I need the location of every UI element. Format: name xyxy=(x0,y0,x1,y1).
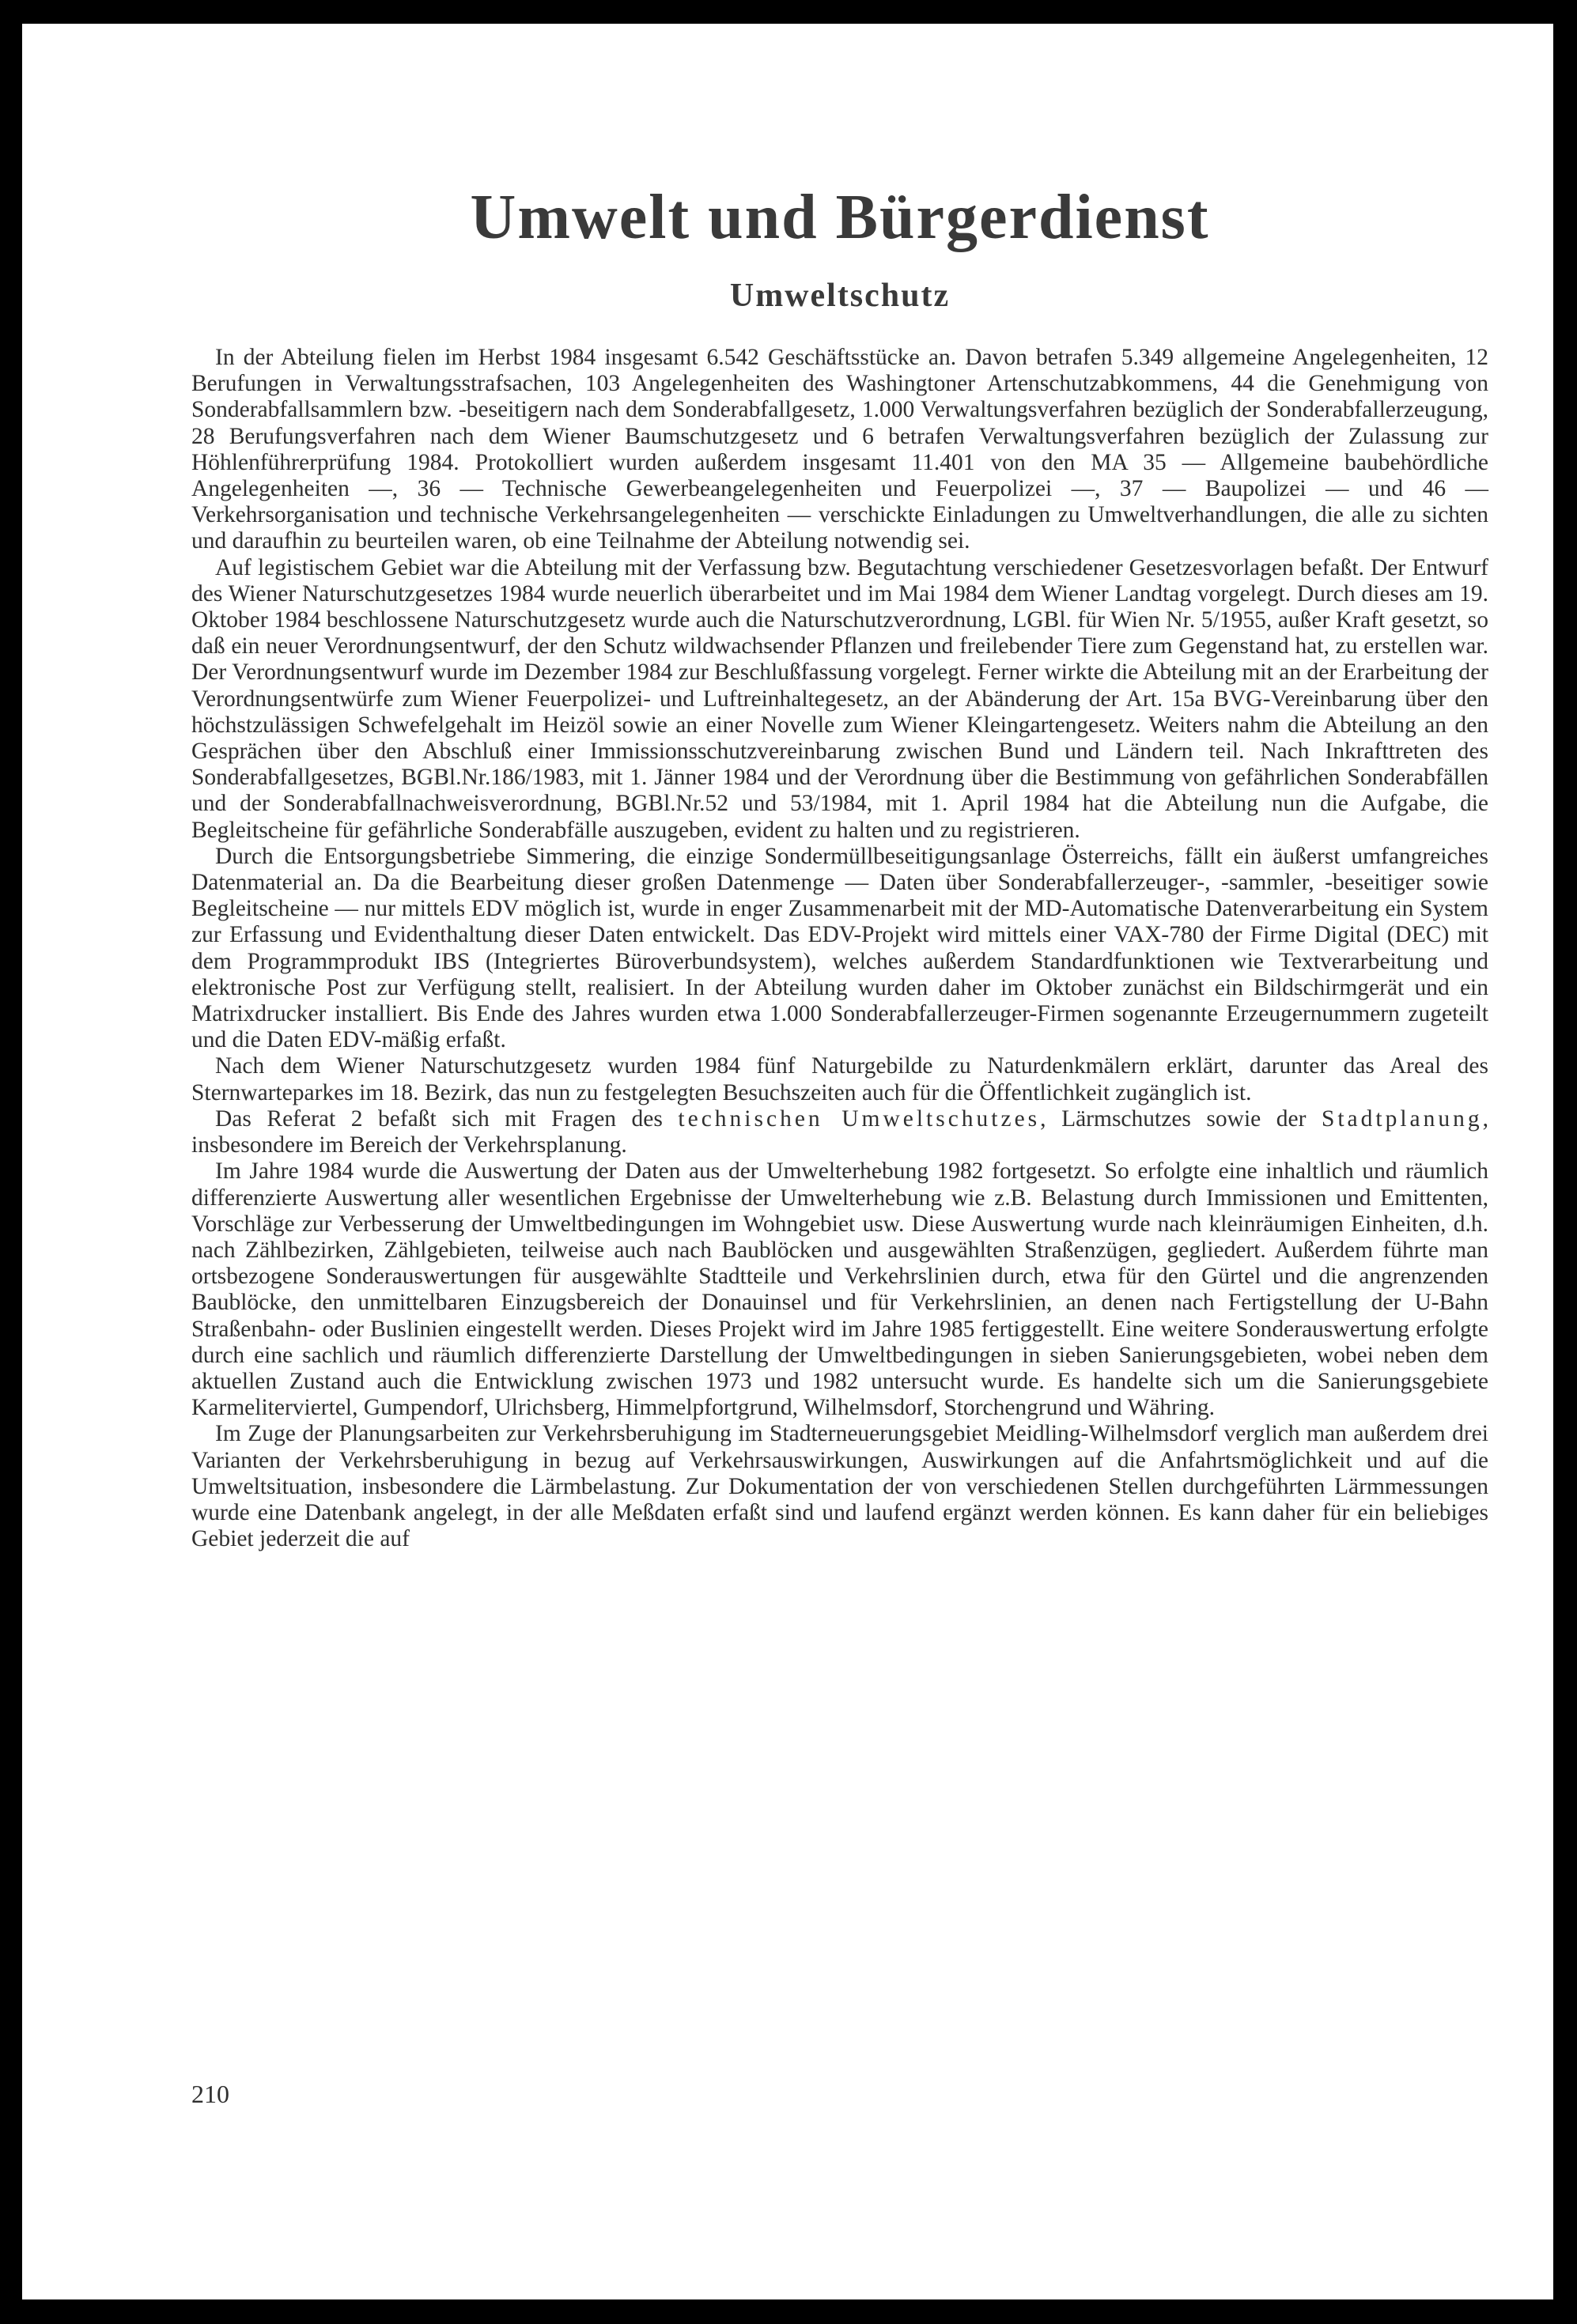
paragraph: Nach dem Wiener Naturschutzgesetz wurden 1984 fünf Naturgebilde zu Naturdenkmälern erklärt, darunter das Areal des Sternwarteparkes im 18. Bezirk, das nun zu festgelegten Besuchszeiten auch für die Öffentlichkeit zugänglich ist. xyxy=(191,1053,1488,1105)
section-heading: Umweltschutz xyxy=(729,278,951,314)
paragraph: Im Zuge der Planungsarbeiten zur Verkehrsberuhigung im Stadterneuerungsgebiet Meidling-Wilhelmsdorf verglich man außerdem drei Varianten der Verkehrsberuhigung in bezug auf Verkehrsauswirkungen, Auswirkungen auf die Anfahrtsmöglichkeit und auf die Umweltsituation, insbesondere die Lärmbelastung. Zur Dokumentation der von verschiedenen Stellen durchgeführten Lärmmessungen wurde eine Datenbank angelegt, in der alle Meßdaten erfaßt sind und laufend ergänzt werden können. Es kann daher für ein beliebiges Gebiet jederzeit die auf xyxy=(191,1421,1488,1552)
emphasized-text: Stadtplanung xyxy=(1321,1105,1483,1132)
page-number: 210 xyxy=(191,2080,229,2108)
text-span: Das Referat 2 befaßt sich mit Fragen des xyxy=(215,1105,679,1132)
page-title: Umwelt und Bürgerdienst xyxy=(470,183,1210,252)
paragraph: In der Abteilung fielen im Herbst 1984 insgesamt 6.542 Geschäftsstücke an. Davon betrafen 5.349 allgemeine Angelegenheiten, 12 Berufungen in Verwaltungsstrafsachen, 103 Angelegenheiten des Washingtoner Artenschutzabkommens, 44 die Genehmigung von Sonderabfallsammlern bzw. -beseitigern nach dem Sonderabfallgesetz, 1.000 Verwaltungsverfahren bezüglich der Sonderabfallerzeugung, 28 Berufungsverfahren nach dem Wiener Baumschutzgesetz und 6 betrafen Verwaltungsverfahren bezüglich der Zulassung zur Höhlenführerprüfung 1984. Protokolliert wurden außerdem insgesamt 11.401 von den MA 35 — Allgemeine baubehördliche Angelegenheiten —, 36 — Technische Gewerbeangelegenheiten und Feuerpolizei —, 37 — Baupolizei — und 46 — Verkehrsorganisation und technische Verkehrsangelegenheiten — verschickte Einladungen zu Umweltverhandlungen, die alle zu sichten und daraufhin zu beurteilen waren, ob eine Teilnahme der Abteilung notwendig sei. xyxy=(191,345,1488,554)
paragraph: Durch die Entsorgungsbetriebe Simmering, die einzige Sondermüllbeseitigungsanlage Österreichs, fällt ein äußerst umfangreiches Datenmaterial an. Da die Bearbeitung dieser großen Datenmenge — Daten über Sonderabfallerzeuger-, -sammler, -beseitiger sowie Begleitscheine — nur mittels EDV möglich ist, wurde in enger Zusammenarbeit mit der MD-Automatische Datenverarbeitung ein System zur Erfassung und Evidenthaltung dieser Daten entwickelt. Das EDV-Projekt wird mittels einer VAX-780 der Firme Digital (DEC) mit dem Programmprodukt IBS (Integriertes Büroverbundsystem), welches außerdem Standardfunktionen wie Textverarbeitung und elektronische Post zur Verfügung stellt, realisiert. In der Abteilung wurden daher im Oktober zunächst ein Bildschirmgerät und ein Matrixdrucker installiert. Bis Ende des Jahres wurden etwa 1.000 Sonderabfallerzeuger-Firmen sogenannte Erzeugernummern zugeteilt und die Daten EDV-mäßig erfaßt. xyxy=(191,843,1488,1053)
body-text xyxy=(191,345,1488,1552)
document-page xyxy=(22,24,1553,2299)
emphasized-text: technischen Umweltschutzes xyxy=(678,1105,1041,1132)
paragraph: Im Jahre 1984 wurde die Auswertung der Daten aus der Umwelterhebung 1982 fortgesetzt. So erfolgte eine inhaltlich und räumlich differenzierte Auswertung aller wesentlichen Ergebnisse der Umwelterhebung wie z.B. Belastung durch Immissionen und Emittenten, Vorschläge zur Verbesserung der Umweltbedingungen im Wohngebiet usw. Diese Auswertung wurde nach kleinräumigen Einheiten, d.h. nach Zählbezirken, Zählgebieten, teilweise auch nach Baublöcken und ausgewählten Straßenzügen, gegliedert. Außerdem führte man ortsbezogene Sonderauswertungen für ausgewählte Stadtteile und Verkehrslinien durch, etwa für den Gürtel und die angrenzenden Baublöcke, den unmittelbaren Einzugsbereich der Donauinsel und für Verkehrslinien, an denen nach Fertigstellung der U-Bahn Straßenbahn- oder Buslinien eingestellt werden. Dieses Projekt wird im Jahre 1985 fertiggestellt. Eine weitere Sonderauswertung erfolgte durch eine sachlich und räumlich differenzierte Darstellung der Umweltbedingungen in sieben Sanierungsgebieten, wobei neben dem aktuellen Zustand auch die Entwicklung zwischen 1973 und 1982 untersucht wurde. Es handelte sich um die Sanierungsgebiete Karmeliterviertel, Gumpendorf, Ulrichsberg, Himmelpfortgrund, Wilhelmsdorf, Storchengrund und Währing. xyxy=(191,1158,1488,1421)
paragraph xyxy=(191,1106,1488,1158)
text-span: , Lärmschutzes sowie der xyxy=(1040,1105,1322,1132)
paragraph: Auf legistischem Gebiet war die Abteilung mit der Verfassung bzw. Begutachtung verschiedener Gesetzesvorlagen befaßt. Der Entwurf des Wiener Naturschutzgesetzes 1984 wurde neuerlich überarbeitet und im Mai 1984 dem Wiener Landtag vorgelegt. Durch dieses am 19. Oktober 1984 beschlossene Naturschutzgesetz wurde auch die Naturschutzverordnung, LGBl. für Wien Nr. 5/1955, außer Kraft gesetzt, so daß ein neuer Verordnungsentwurf, der den Schutz wildwachsender Pflanzen und freilebender Tiere zum Gegenstand hat, zu erstellen war. Der Verordnungsentwurf wurde im Dezember 1984 zur Beschlußfassung vorgelegt. Ferner wirkte die Abteilung mit an der Erarbeitung der Verordnungsentwürfe zum Wiener Feuerpolizei- und Luftreinhaltegesetz, an der Abänderung der Art. 15a BVG-Vereinbarung über den höchstzulässigen Schwefelgehalt im Heizöl sowie an einer Novelle zum Wiener Kleingartengesetz. Weiters nahm die Abteilung an den Gesprächen über den Abschluß einer Immissionsschutzvereinbarung zwischen Bund und Ländern teil. Nach Inkrafttreten des Sonderabfallgesetzes, BGBl.Nr.186/1983, mit 1. Jänner 1984 und der Verordnung über die Bestimmung von gefährlichen Sonderabfällen und der Sonderabfallnachweisverordnung, BGBl.Nr.52 und 53/1984, mit 1. April 1984 hat die Abteilung nun die Aufgabe, die Begleitscheine für gefährliche Sonderabfälle auszugeben, evident zu halten und zu registrieren. xyxy=(191,554,1488,843)
text-span: , insbesondere im Bereich der Verkehrsplanung. xyxy=(191,1105,1489,1158)
